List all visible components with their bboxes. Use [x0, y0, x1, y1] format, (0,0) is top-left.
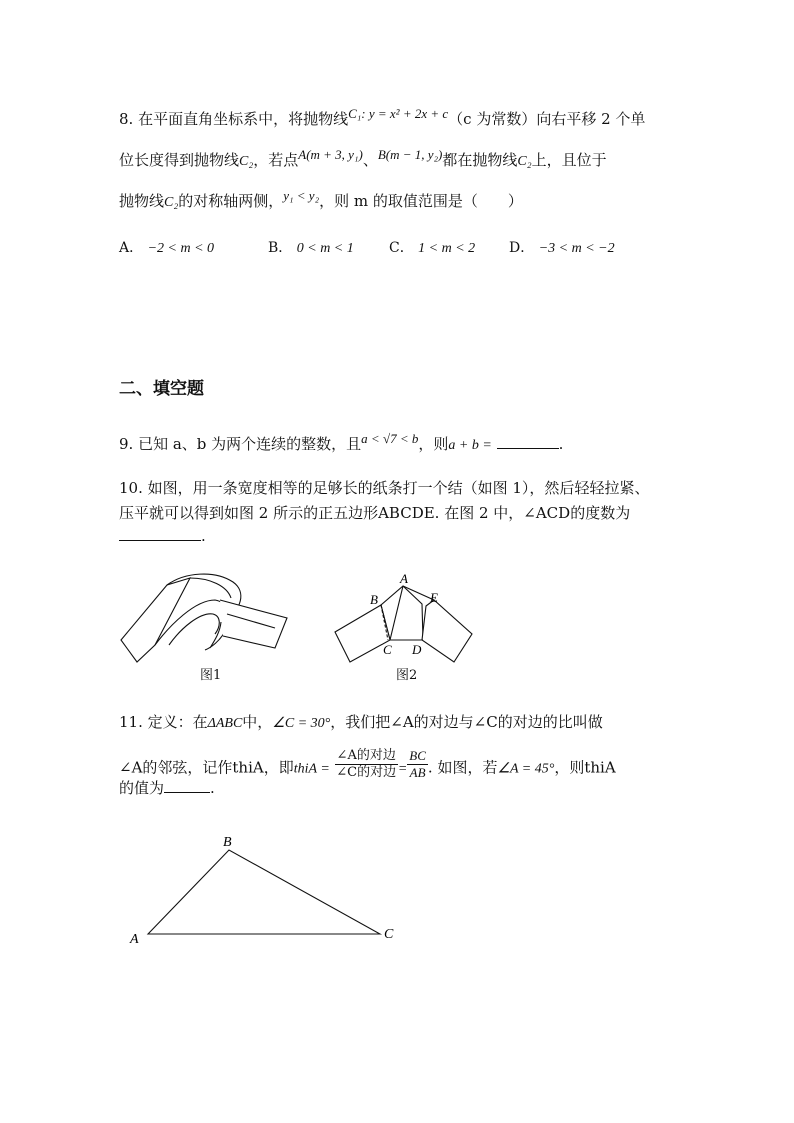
q11-text-3: 的值为: [119, 779, 165, 797]
triangle-label-c: C: [384, 927, 394, 942]
triangle-label-b: B: [223, 835, 232, 850]
q8-text-2c: 、: [362, 151, 378, 169]
q11-fraction-1: [335, 748, 398, 781]
section-title: 二、填空题: [119, 379, 204, 399]
q11-text-2b: . 如图，若: [427, 758, 498, 777]
q11-line-1: [119, 712, 603, 734]
q8-c2-second: C₂: [517, 154, 532, 169]
q9-expression-2: a + b =: [448, 438, 492, 453]
q8-point-b: B(m − 1, y₂): [377, 147, 443, 162]
fig2-label-b: B: [370, 592, 378, 607]
q11-triangle: ΔABC: [207, 716, 243, 731]
option-label: B．: [268, 240, 293, 256]
q11-line-3: [119, 778, 215, 798]
q11-frac2-denominator: AB: [409, 765, 426, 780]
q8-text-2d: 都在抛物线: [442, 151, 518, 169]
triangle-label-a: A: [130, 932, 139, 947]
q11-thia: thiA =: [293, 761, 330, 777]
q8-text-3a: 抛物线: [119, 192, 165, 210]
fig2-label-d: D: [412, 642, 422, 657]
q11-fraction-2: [407, 748, 428, 781]
q8-inequality: y₁ < y₂: [283, 188, 320, 203]
q10-line-1: 10. 如图，用一条宽度相等的足够长的纸条打一个结（如图 1），然后轻轻拉紧、: [119, 479, 650, 497]
q10-end: .: [201, 527, 206, 545]
option-text: 0 < m < 1: [296, 241, 354, 256]
q8-text-1b: （c 为常数）向右平移 2 个单: [448, 110, 646, 128]
q10-figure-2: [330, 570, 480, 670]
q9-end: .: [558, 435, 564, 453]
q10-line-2: 压平就可以得到如图 2 所示的正五边形ABCDE. 在图 2 中，∠ACD的度数为: [119, 504, 631, 522]
option-text: −3 < m < −2: [538, 241, 615, 256]
q8-c2-third: C₂: [164, 195, 179, 210]
fig2-label-e: E: [430, 590, 438, 605]
q8-option-c[interactable]: [389, 237, 475, 257]
q8-text-2e: 上，且位于: [531, 151, 607, 169]
q8-text-3c: ，则 m 的取值范围是（ ）: [319, 192, 523, 210]
q10-answer-blank[interactable]: [119, 526, 201, 541]
q11-frac2-numerator: BC: [409, 748, 426, 763]
q9-answer-blank[interactable]: [497, 434, 559, 449]
q8-option-a[interactable]: [119, 237, 214, 257]
q8-text-1a: 8. 在平面直角坐标系中，将抛物线: [119, 110, 349, 128]
q11-equals: =: [397, 761, 408, 777]
q8-c2: C₂: [239, 154, 254, 169]
q8-line-1: [119, 106, 646, 130]
q9-expression: a < √7 < b: [361, 431, 419, 446]
q11-text-1a: 11. 定义：在: [119, 713, 208, 731]
q8-text-3b: 的对称轴两侧，: [178, 192, 284, 210]
q8-parabola-c1: C₁: y = x² + 2x + c: [348, 106, 449, 121]
q11-frac1-denominator: ∠C的对边: [336, 765, 397, 780]
q11-angle-a: ∠A = 45°: [497, 761, 555, 777]
q11-angle-c: ∠C = 30°: [272, 716, 331, 731]
q11-text-2a: ∠A的邻弦，记作thiA，即: [119, 758, 294, 777]
q11-text-2c: ，则thiA: [554, 758, 616, 777]
option-label: C．: [389, 240, 414, 256]
q11-text-1b: 中，: [242, 713, 273, 731]
option-text: −2 < m < 0: [147, 241, 215, 256]
q8-text-2b: ，若点: [253, 151, 299, 169]
q9-text-a: 9. 已知 a、b 为两个连续的整数，且: [119, 435, 362, 453]
option-text: 1 < m < 2: [418, 241, 476, 256]
q9-line: [119, 431, 564, 456]
q9-text-b: ，则: [418, 435, 449, 453]
q8-line-2: [119, 147, 607, 172]
q10-line-3: [119, 526, 206, 546]
q10-fig1-caption: 图1: [200, 668, 222, 683]
option-label: D．: [509, 240, 535, 256]
q11-end: .: [210, 779, 215, 797]
fig2-label-a: A: [400, 571, 408, 586]
q8-point-a: A(m + 3, y₁): [298, 147, 363, 162]
q10-fig2-caption: 图2: [396, 668, 418, 683]
option-label: A．: [119, 240, 144, 256]
q8-text-2a: 位长度得到抛物线: [119, 151, 240, 169]
q8-line-3: [119, 188, 523, 213]
q11-answer-blank[interactable]: [164, 778, 210, 793]
q11-triangle-figure: [125, 830, 405, 950]
q11-text-1c: ，我们把∠A的对边与∠C的对边的比叫做: [330, 713, 603, 731]
q8-option-d[interactable]: [509, 237, 615, 257]
q10-figure-1: [115, 570, 290, 665]
q11-frac1-numerator: ∠A的对边: [336, 748, 396, 763]
q8-option-b[interactable]: [268, 237, 354, 257]
fig2-label-c: C: [383, 642, 392, 657]
